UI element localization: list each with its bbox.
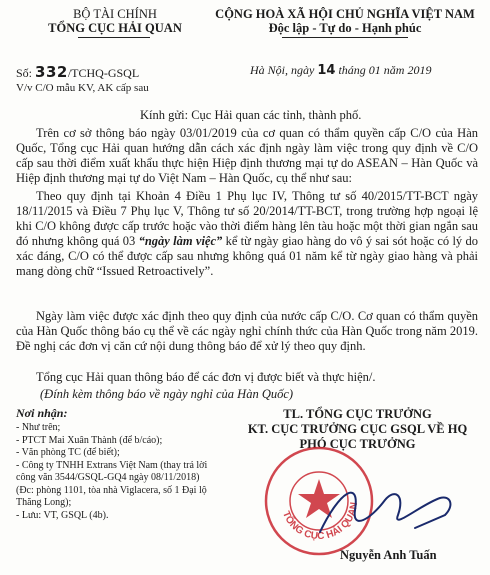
signer-name: Nguyễn Anh Tuấn: [340, 548, 437, 562]
org-underline: [78, 37, 150, 38]
signature-title-1: TL. TỔNG CỤC TRƯỞNG: [283, 407, 432, 421]
recipient-line: Kính gửi: Cục Hải quan các tỉnh, thành phố.: [140, 108, 362, 122]
handwritten-signature: [300, 470, 470, 555]
paragraph-2: [16, 189, 478, 279]
document-number: [16, 63, 139, 81]
recipients-title: Nơi nhận:: [16, 406, 68, 420]
recipient-item: - Công ty TNHH Extrans Việt Nam (thay trả lời công văn 3544/GSQL-GQ4 ngày 08/11/2018): [16, 459, 208, 483]
nation-motto: Độc lập - Tự do - Hạnh phúc: [268, 21, 422, 35]
attachment-note: (Đính kèm thông báo về ngày nghỉ của Hàn Quốc): [40, 387, 294, 401]
paragraph-2-emphasis: “ngày làm việc”: [138, 234, 223, 248]
document-date: [250, 63, 431, 78]
recipient-item: - Lưu: VT, GSQL (4b).: [16, 509, 109, 521]
issuing-organization: TỔNG CỤC HẢI QUAN: [48, 21, 182, 35]
seal-text: TỔNG CỤC HẢI QUAN: [279, 501, 361, 543]
signature-title-2: KT. CỤC TRƯỞNG CỤC GSQL VỀ HQ: [247, 422, 468, 436]
recipient-item: - Như trên;: [16, 422, 61, 433]
paragraph-1: Trên cơ sở thông báo ngày 03/01/2019 của cơ quan có thẩm quyền cấp C/O của Hàn Quốc, Tổng cục Hải quan hướng dẫn cách xác định ngày làm việc trong quy định về C/O cấp sau thời điểm xuất khẩu thực hiện Hiệp định thương mại tự do ASEAN – Hàn Quốc và Hiệp định thương mại tự do Việt Nam – Hàn Quốc, cụ thể như sau:: [16, 126, 478, 185]
nation-title: CỘNG HOÀ XÃ HỘI CHỦ NGHĨA VIỆT NAM: [215, 7, 475, 21]
recipient-item: (Đc: phòng 1101, tòa nhà Viglacera, số 1 Đại lộ Thăng Long);: [16, 484, 207, 508]
paragraph-2-part-2: kể từ ngày giao hàng do vô ý sai sót hoặc có lý do xác đáng, C/O có thể được cấp sau nhưng không quá 01 năm kể từ ngày giao hàng và phải mang dòng chữ “Issued Retroactively”.: [16, 234, 478, 278]
paragraph-3: Ngày làm việc được xác định theo quy định của nước cấp C/O. Cơ quan có thẩm quyền của Hàn Quốc thông báo cụ thể về các ngày nghỉ chính thức của Hàn Quốc trong năm 2019. Đề nghị các đơn vị căn cứ nội dung thông báo để xử lý theo quy định.: [16, 309, 478, 353]
recipient-item: - Văn phòng TC (để biết);: [16, 447, 120, 458]
date-prefix: Hà Nội, ngày: [250, 63, 315, 77]
paragraph-2-part-1: Theo quy định tại Khoản 4 Điều 1 Phụ lục IV, Thông tư số 40/2015/TT-BCT ngày 18/11/2015 và Điều 7 Phụ lục V, Thông tư số 20/2014/TT-BCT, trong trường hợp ngoại lệ khi C/O không được cấp trước hoặc vào thời điểm hàng lên tàu hoặc một thời gian ngắn sau đó nhưng không quá 03: [16, 189, 478, 248]
date-day: 14: [317, 63, 336, 78]
motto-underline: [282, 37, 408, 38]
date-suffix: tháng 01 năm 2019: [338, 63, 432, 77]
document-number-suffix: /TCHQ-GSQL: [67, 66, 140, 80]
document-subject: V/v C/O mẫu KV, AK cấp sau: [16, 82, 149, 94]
parent-organization: BỘ TÀI CHÍNH: [73, 7, 157, 21]
document-number-value: 332: [35, 63, 68, 81]
paragraph-4: Tổng cục Hải quan thông báo để các đơn vị được biết và thực hiện/.: [36, 370, 376, 384]
recipients-list: [16, 422, 216, 522]
signature-title-3: PHÓ CỤC TRƯỞNG: [299, 437, 416, 451]
document-number-prefix: Số:: [16, 66, 33, 80]
recipient-item: - PTCT Mai Xuân Thành (để b/cáo);: [16, 434, 163, 446]
